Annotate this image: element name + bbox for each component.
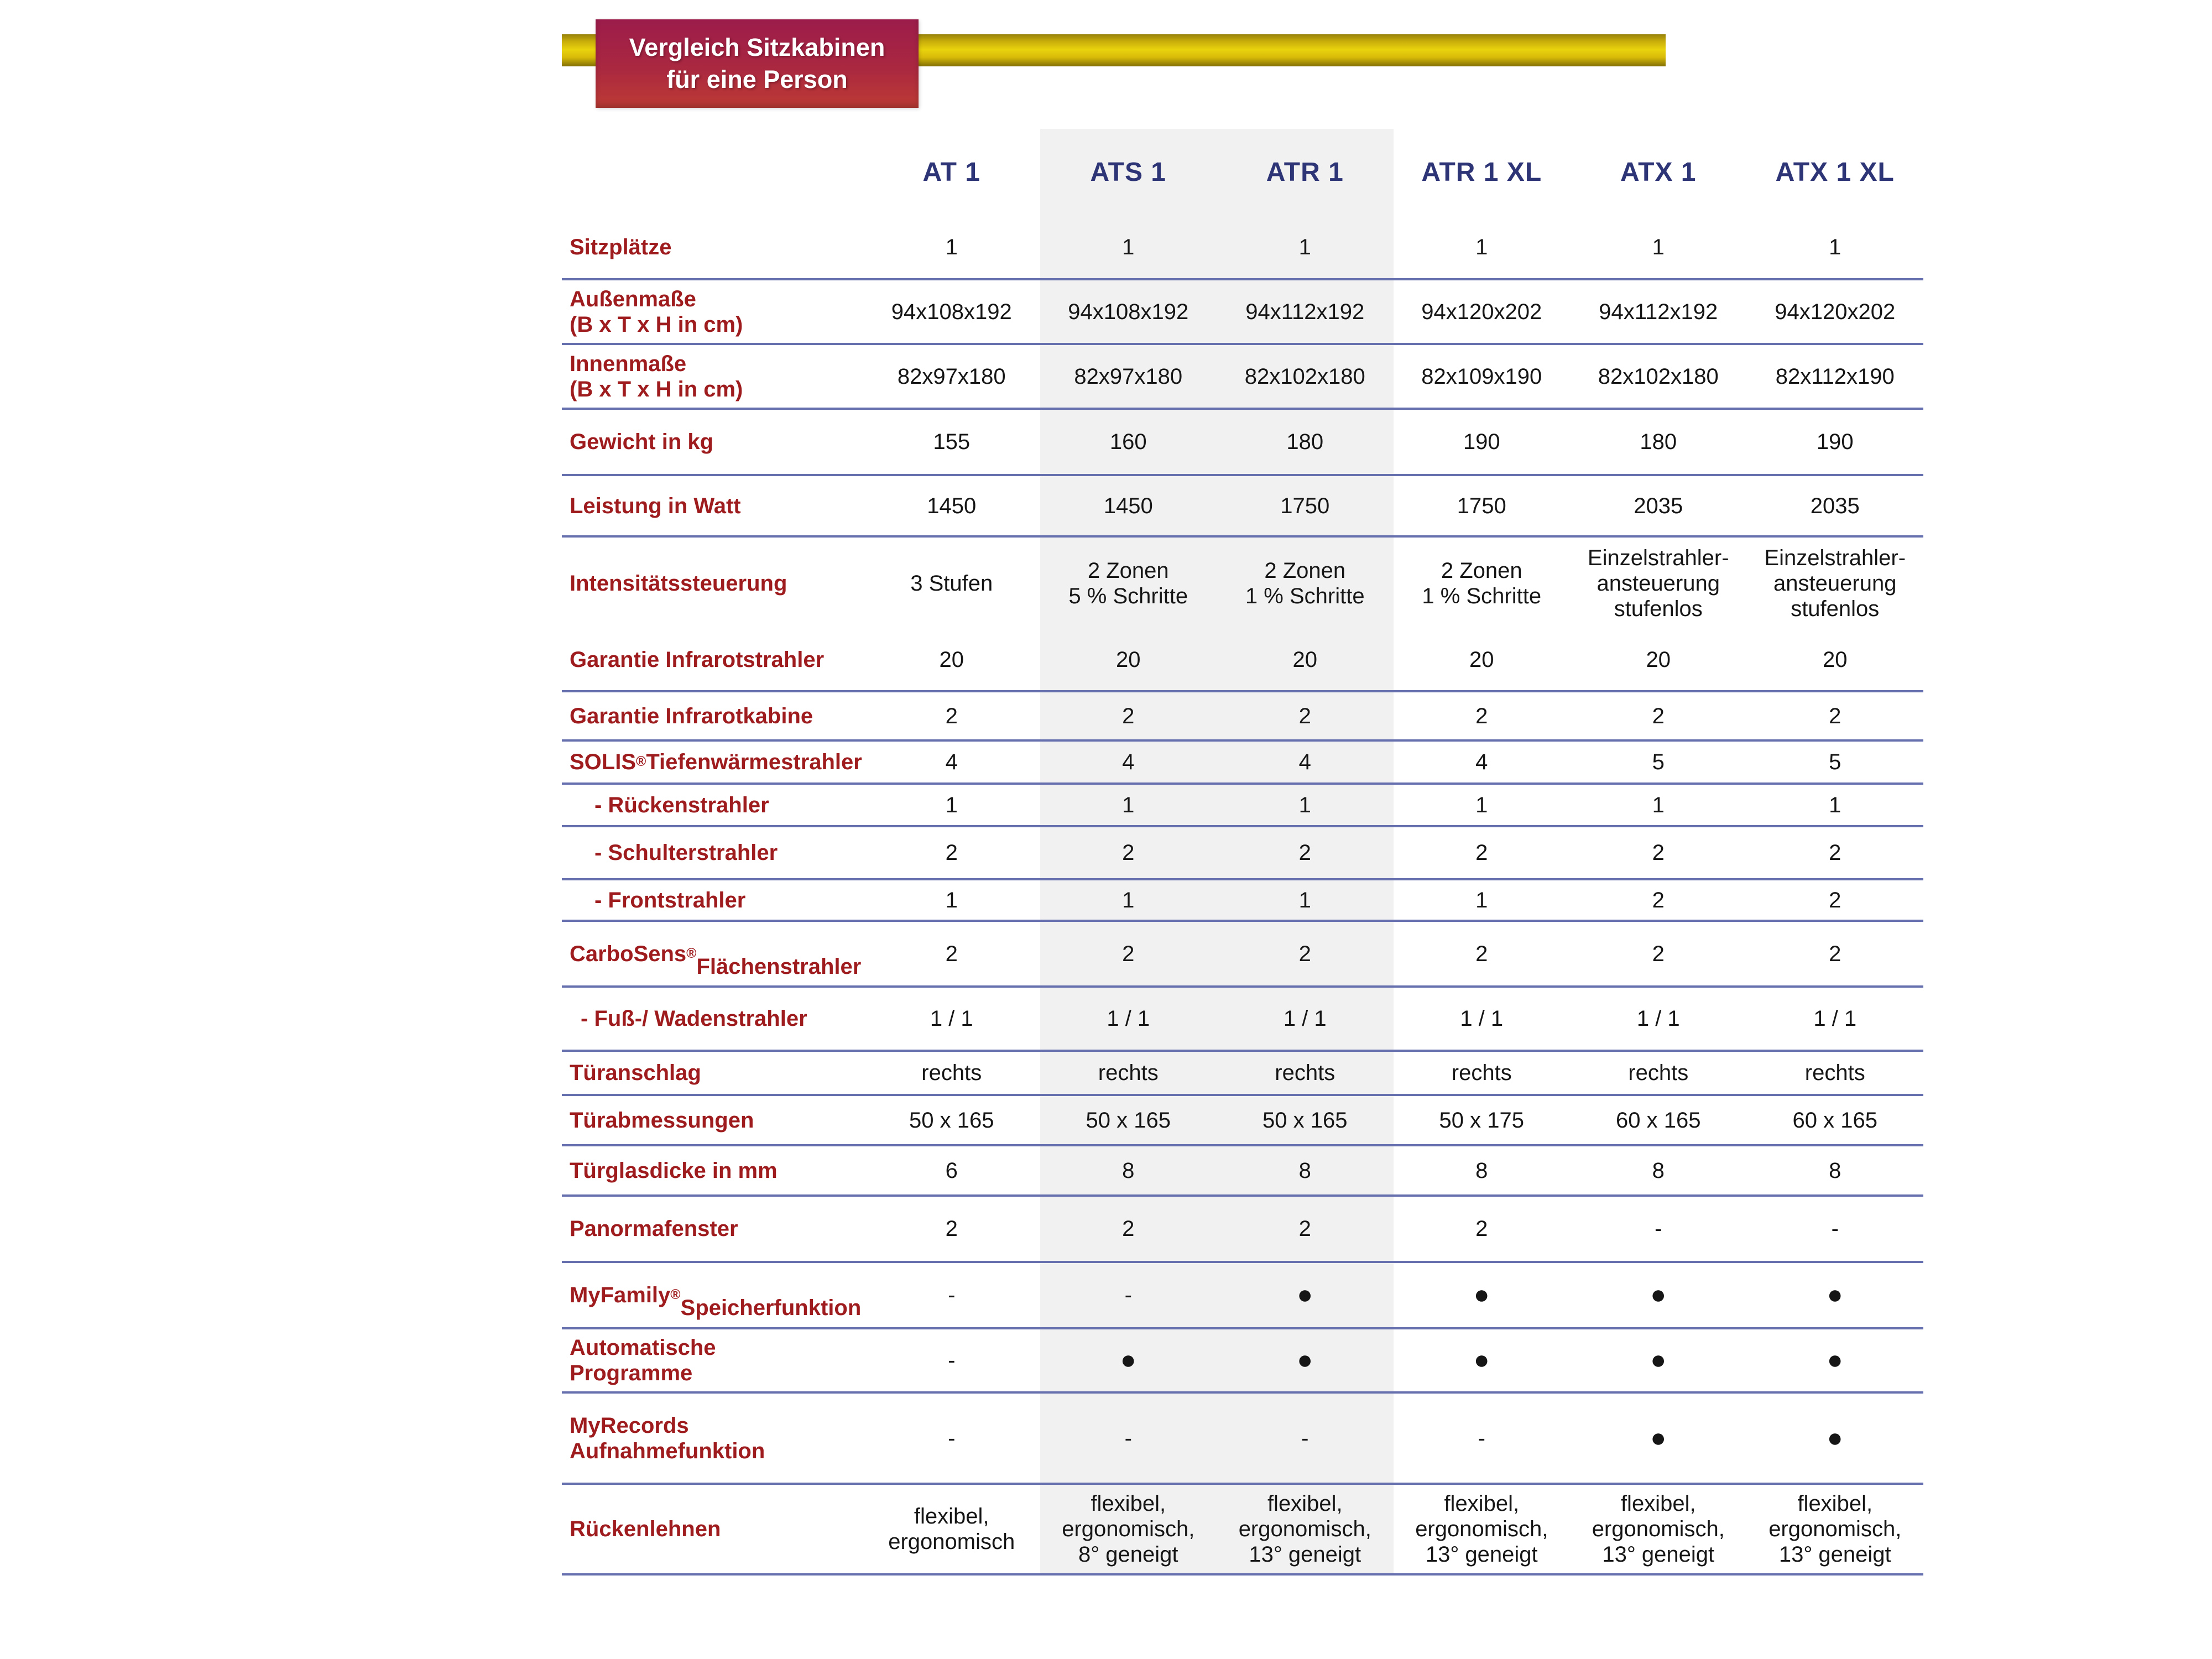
feature-dot-icon: ●: [1297, 1345, 1313, 1375]
cell-value: 8: [1298, 1158, 1311, 1183]
cell-value: 1: [1652, 234, 1665, 259]
cell-value: 82x102x180: [1244, 364, 1365, 389]
cell-value: 2 Zonen 1 % Schritte: [1422, 559, 1542, 608]
cell-value: 60 x 165: [1616, 1108, 1701, 1133]
cell-value: 2: [945, 1217, 958, 1241]
cell-value: 4: [1122, 750, 1135, 774]
cell-value: [1217, 1329, 1394, 1391]
cell-value: rechts: [1098, 1061, 1159, 1085]
column-header: ATX 1: [1620, 157, 1697, 187]
cell-value: 20: [1823, 648, 1848, 672]
comparison-table: [562, 129, 1923, 1575]
column-header: ATR 1: [1266, 157, 1344, 187]
cell-value: 2: [1298, 841, 1311, 865]
cell-value: -: [948, 1283, 956, 1307]
row-label: Türglasdicke in mm: [570, 1158, 778, 1183]
cell-value: 1: [1298, 792, 1311, 817]
cell-value: 1: [1122, 888, 1135, 912]
table-row-16: [562, 1144, 1923, 1194]
cell-value: 1: [1829, 234, 1841, 259]
row-label: Sitzplätze: [570, 234, 672, 259]
cell-value: 2: [945, 703, 958, 728]
cell-value: 1750: [1280, 493, 1330, 518]
cell-value: 1750: [1457, 493, 1506, 518]
cell-value: 2: [1652, 888, 1665, 912]
row-label: Türanschlag: [570, 1061, 701, 1085]
cell-value: 20: [1292, 648, 1317, 672]
cell-value: [1217, 1263, 1394, 1327]
cell-value: 2 Zonen 1 % Schritte: [1245, 559, 1365, 608]
cell-value: flexibel, ergonomisch, 13° geneigt: [1592, 1491, 1725, 1567]
row-label: Außenmaße (B x T x H in cm): [570, 286, 743, 337]
cell-value: [1747, 1394, 1924, 1483]
cell-value: -: [1831, 1217, 1839, 1241]
table-row-4: [562, 474, 1923, 535]
cell-value: 1: [1122, 234, 1135, 259]
cell-value: 1: [1475, 234, 1488, 259]
cell-value: 2: [1475, 1217, 1488, 1241]
row-label: Gewicht in kg: [570, 430, 714, 454]
cell-value: 3 Stufen: [910, 571, 993, 596]
row-label: - Schulterstrahler: [594, 841, 778, 865]
cell-value: 5: [1652, 750, 1665, 774]
row-label: Garantie Infrarotkabine: [570, 703, 813, 728]
cell-value: 20: [939, 648, 964, 672]
feature-dot-icon: ●: [1650, 1423, 1667, 1453]
cell-value: 20: [1116, 648, 1141, 672]
cell-value: -: [948, 1426, 956, 1451]
cell-value: 82x97x180: [897, 364, 1006, 389]
cell-value: 4: [1475, 750, 1488, 774]
cell-value: 50 x 165: [1086, 1108, 1171, 1133]
cell-value: -: [1124, 1426, 1132, 1451]
feature-dot-icon: ●: [1473, 1280, 1490, 1310]
cell-value: 1: [1829, 792, 1841, 817]
row-label: Automatische Programme: [570, 1335, 716, 1385]
cell-value: rechts: [1628, 1061, 1689, 1085]
table-row-20: [562, 1391, 1923, 1483]
cell-value: 1: [945, 234, 958, 259]
column-header: ATX 1 XL: [1775, 157, 1895, 187]
cell-value: 94x120x202: [1775, 299, 1896, 324]
row-label: - Frontstrahler: [594, 888, 746, 912]
cell-value: flexibel, ergonomisch, 8° geneigt: [1062, 1491, 1195, 1567]
cell-value: 2: [1122, 941, 1135, 966]
feature-dot-icon: ●: [1297, 1280, 1313, 1310]
cell-value: [1040, 1329, 1217, 1391]
row-label: Leistung in Watt: [570, 493, 741, 518]
cell-value: 60 x 165: [1792, 1108, 1877, 1133]
row-label: Intensitätssteuerung: [570, 571, 787, 596]
row-label: - Fuß-/ Wadenstrahler: [581, 1006, 807, 1031]
cell-value: 190: [1463, 430, 1500, 454]
cell-value: 180: [1640, 430, 1677, 454]
table-row-13: [562, 985, 1923, 1050]
feature-dot-icon: ●: [1650, 1345, 1667, 1375]
cell-value: -: [948, 1348, 956, 1373]
cell-value: [1747, 1329, 1924, 1391]
cell-value: [1570, 1394, 1747, 1483]
cell-value: 2 Zonen 5 % Schritte: [1068, 559, 1188, 608]
table-row-8: [562, 739, 1923, 782]
cell-value: -: [1301, 1426, 1309, 1451]
cell-value: 2: [1652, 841, 1665, 865]
cell-value: 155: [933, 430, 971, 454]
page-title-line1: Vergleich Sitzkabinen: [629, 33, 885, 61]
cell-value: rechts: [1804, 1061, 1865, 1085]
cell-value: 2: [1122, 1217, 1135, 1241]
cell-value: 2: [1829, 941, 1841, 966]
cell-value: Einzelstrahler- ansteuerung stufenlos: [1587, 546, 1729, 621]
cell-value: 1: [945, 888, 958, 912]
cell-value: 20: [1646, 648, 1671, 672]
cell-value: 2: [1829, 841, 1841, 865]
page-title-line2: für eine Person: [666, 65, 848, 93]
row-label: Türabmessungen: [570, 1108, 754, 1133]
cell-value: 2: [1829, 703, 1841, 728]
cell-value: 2: [1122, 841, 1135, 865]
cell-value: 1: [1652, 792, 1665, 817]
cell-value: 1: [1475, 792, 1488, 817]
cell-value: 1 / 1: [1460, 1006, 1504, 1031]
cell-value: rechts: [921, 1061, 982, 1085]
cell-value: 2: [1122, 703, 1135, 728]
cell-value: 50 x 175: [1439, 1108, 1524, 1133]
table-row-11: [562, 878, 1923, 920]
table-row-21: [562, 1483, 1923, 1573]
cell-value: 1: [1298, 888, 1311, 912]
cell-value: flexibel, ergonomisch, 13° geneigt: [1415, 1491, 1548, 1567]
cell-value: 2: [1652, 941, 1665, 966]
cell-value: 2: [1652, 703, 1665, 728]
cell-value: 2035: [1634, 493, 1683, 518]
table-row-1: [562, 278, 1923, 343]
table-row-7: [562, 690, 1923, 739]
cell-value: 8: [1122, 1158, 1135, 1183]
table-header-row: [562, 129, 1923, 216]
table-row-14: [562, 1050, 1923, 1094]
row-label: CarboSens ® Flächenstrahler: [570, 941, 862, 979]
cell-value: Einzelstrahler- ansteuerung stufenlos: [1764, 546, 1906, 621]
table-row-19: [562, 1327, 1923, 1391]
cell-value: 190: [1816, 430, 1854, 454]
cell-value: 4: [945, 750, 958, 774]
feature-dot-icon: ●: [1827, 1423, 1843, 1453]
cell-value: 2: [1298, 1217, 1311, 1241]
column-header: AT 1: [922, 157, 980, 187]
cell-value: 6: [945, 1158, 958, 1183]
table-row-6: [562, 629, 1923, 690]
table-corner-cell: [562, 129, 863, 216]
cell-value: 2: [945, 941, 958, 966]
cell-value: rechts: [1275, 1061, 1335, 1085]
cell-value: flexibel, ergonomisch, 13° geneigt: [1238, 1491, 1371, 1567]
table-row-12: [562, 920, 1923, 985]
cell-value: 82x102x180: [1598, 364, 1719, 389]
row-label: SOLIS ® Tiefenwärmestrahler: [570, 750, 862, 774]
cell-value: 2: [1475, 703, 1488, 728]
cell-value: 180: [1286, 430, 1324, 454]
row-label: Innenmaße (B x T x H in cm): [570, 351, 743, 401]
feature-dot-icon: ●: [1827, 1345, 1843, 1375]
cell-value: 4: [1298, 750, 1311, 774]
table-row-0: [562, 216, 1923, 278]
cell-value: 8: [1475, 1158, 1488, 1183]
cell-value: 82x109x190: [1421, 364, 1542, 389]
cell-value: 20: [1469, 648, 1494, 672]
cell-value: 8: [1652, 1158, 1665, 1183]
cell-value: 1: [1298, 234, 1311, 259]
table-row-17: [562, 1194, 1923, 1261]
table-row-3: [562, 408, 1923, 474]
row-label: MyRecords Aufnahmefunktion: [570, 1413, 765, 1463]
cell-value: 1: [945, 792, 958, 817]
cell-value: 5: [1829, 750, 1841, 774]
cell-value: [1570, 1263, 1747, 1327]
cell-value: 2: [1298, 703, 1311, 728]
cell-value: 50 x 165: [1262, 1108, 1348, 1133]
row-label: - Rückenstrahler: [594, 792, 769, 817]
row-label: Panormafenster: [570, 1217, 738, 1241]
column-header: ATS 1: [1090, 157, 1166, 187]
cell-value: 1450: [927, 493, 977, 518]
cell-value: 94x112x192: [1599, 299, 1718, 324]
cell-value: 1 / 1: [1813, 1006, 1857, 1031]
feature-dot-icon: ●: [1650, 1280, 1667, 1310]
cell-value: 94x112x192: [1245, 299, 1365, 324]
cell-value: 1: [1475, 888, 1488, 912]
table-row-5: [562, 535, 1923, 629]
cell-value: 1 / 1: [1107, 1006, 1150, 1031]
table-row-10: [562, 825, 1923, 878]
cell-value: -: [1124, 1283, 1132, 1307]
table-row-15: [562, 1094, 1923, 1144]
cell-value: 94x108x192: [891, 299, 1012, 324]
cell-value: 1 / 1: [1636, 1006, 1680, 1031]
cell-value: rechts: [1451, 1061, 1512, 1085]
cell-value: 2: [945, 841, 958, 865]
cell-value: 2: [1829, 888, 1841, 912]
table-row-2: [562, 343, 1923, 408]
row-label: Garantie Infrarotstrahler: [570, 648, 825, 672]
cell-value: 82x97x180: [1074, 364, 1183, 389]
cell-value: 8: [1829, 1158, 1841, 1183]
cell-value: 50 x 165: [909, 1108, 994, 1133]
cell-value: 1 / 1: [930, 1006, 973, 1031]
row-label: MyFamily ® Speicherfunktion: [570, 1283, 862, 1320]
cell-value: 2035: [1810, 493, 1860, 518]
cell-value: 94x108x192: [1068, 299, 1189, 324]
cell-value: 94x120x202: [1421, 299, 1542, 324]
cell-value: [1394, 1329, 1571, 1391]
cell-value: 1: [1122, 792, 1135, 817]
cell-value: -: [1478, 1426, 1485, 1451]
title-box: [596, 19, 919, 108]
column-header: ATR 1 XL: [1421, 157, 1542, 187]
row-label: Rückenlehnen: [570, 1517, 721, 1541]
table-row-9: [562, 782, 1923, 825]
cell-value: flexibel, ergonomisch: [888, 1504, 1015, 1554]
cell-value: 2: [1298, 941, 1311, 966]
cell-value: 1 / 1: [1283, 1006, 1327, 1031]
feature-dot-icon: ●: [1827, 1280, 1843, 1310]
feature-dot-icon: ●: [1120, 1345, 1136, 1375]
table-row-18: [562, 1261, 1923, 1327]
feature-dot-icon: ●: [1473, 1345, 1490, 1375]
cell-value: 82x112x190: [1775, 364, 1895, 389]
cell-value: [1570, 1329, 1747, 1391]
cell-value: -: [1655, 1217, 1662, 1241]
cell-value: 2: [1475, 941, 1488, 966]
cell-value: [1394, 1263, 1571, 1327]
cell-value: [1747, 1263, 1924, 1327]
cell-value: 2: [1475, 841, 1488, 865]
cell-value: 160: [1109, 430, 1147, 454]
cell-value: 1450: [1103, 493, 1153, 518]
cell-value: flexibel, ergonomisch, 13° geneigt: [1768, 1491, 1902, 1567]
